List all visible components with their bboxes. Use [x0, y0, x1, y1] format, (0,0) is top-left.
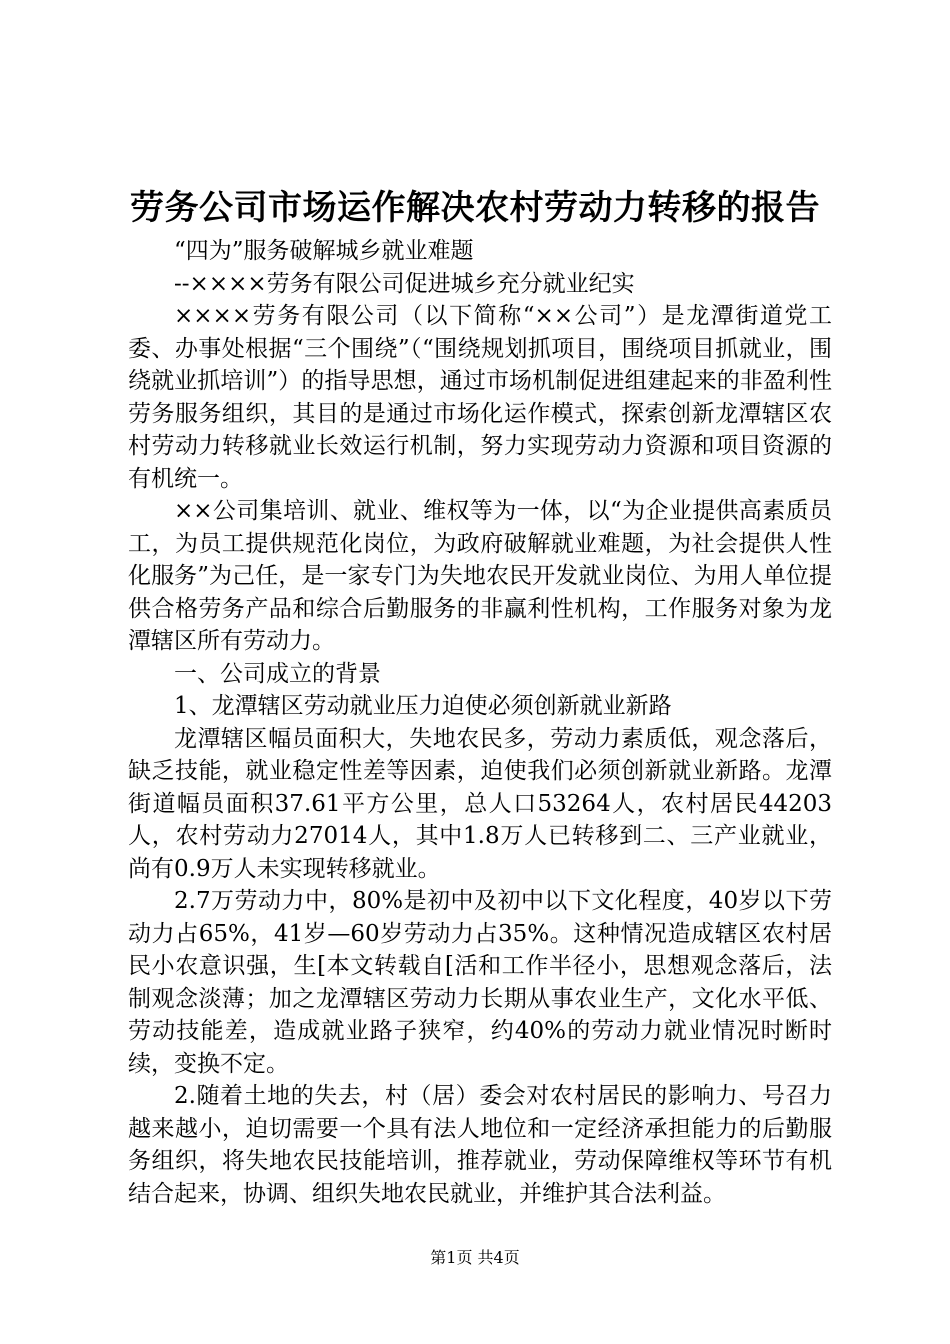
section-heading: 一、公司成立的背景: [174, 660, 381, 687]
page-number-footer: 第1页 共4页: [430, 1248, 520, 1267]
paragraph: ××公司集培训、就业、维权等为一体，以“为企业提供高素质员工，为员工提供规范化岗位，为政府破解就业难题，为社会提供人性化服务”为己任，是一家专门为失地农民开发就业岗位、为用人单位提供合格劳务产品和综合后勤服务的非赢利性机构，工作服务对象为龙潭辖区所有劳动力。: [128, 498, 832, 654]
subtitle-byline: --××××劳务有限公司促进城乡充分就业纪实: [174, 270, 635, 297]
paragraph: ××××劳务有限公司（以下简称“××公司”）是龙潭街道党工委、办事处根据“三个围绕”（“围绕规划抓项目，围绕项目抓就业，围绕就业抓培训”）的指导思想，通过市场机制促进组建起来的非盈利性劳务服务组织，其目的是通过市场化运作模式，探索创新龙潭辖区农村劳动力转移就业长效运行机制，努力实现劳动力资源和项目资源的有机统一。: [128, 303, 832, 492]
paragraph: 2.7万劳动力中，80%是初中及初中以下文化程度，40岁以下劳动力占65%，41岁—60岁劳动力占35%。这种情况造成辖区农村居民小农意识强，生[本文转载自[活和工作半径小，思想观念落后，法制观念淡薄；加之龙潭辖区劳动力长期从事农业生产，文化水平低、劳动技能差，造成就业路子狭窄，约40%的劳动力就业情况时断时续，变换不定。: [128, 888, 832, 1077]
subsection-heading: 1、龙潭辖区劳动就业压力迫使必须创新就业新路: [174, 693, 672, 719]
paragraph: 2.随着土地的失去，村（居）委会对农村居民的影响力、号召力越来越小，迫切需要一个具有法人地位和一定经济承担能力的后勤服务组织，将失地农民技能培训，推荐就业，劳动保障维权等环节有机结合起来，协调、组织失地农民就业，并维护其合法利益。: [128, 1083, 832, 1207]
document-title: 劳务公司市场运作解决农村劳动力转移的报告: [130, 188, 820, 228]
paragraph: 龙潭辖区幅员面积大，失地农民多，劳动力素质低，观念落后，缺乏技能，就业稳定性差等因素，迫使我们必须创新就业新路。龙潭街道幅员面积37.61平方公里，总人口53264人，农村居民44203人，农村劳动力27014人，其中1.8万人已转移到二、三产业就业，尚有0.9万人未实现转移就业。: [128, 725, 832, 882]
document-body: [128, 235, 832, 1210]
subtitle: “四为”服务破解城乡就业难题: [174, 238, 474, 264]
